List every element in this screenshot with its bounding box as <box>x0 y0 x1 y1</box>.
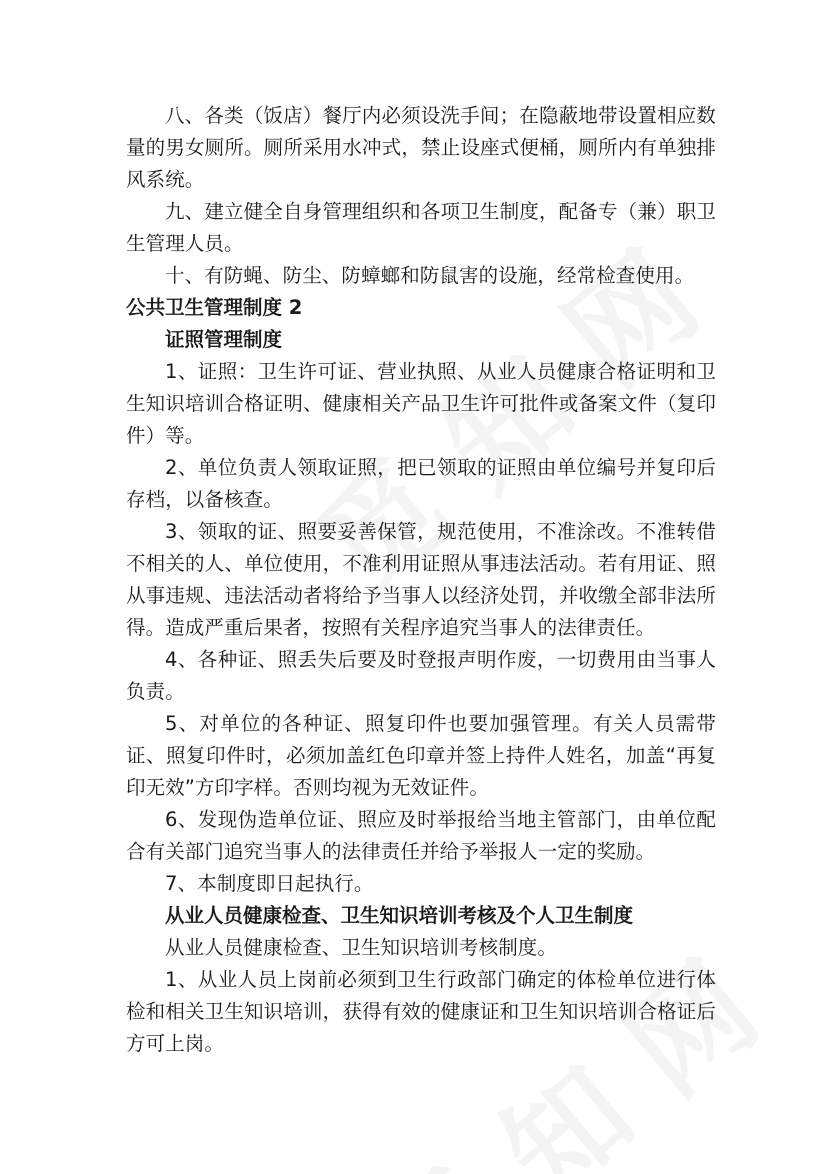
paragraph: 九、建立健全自身管理组织和各项卫生制度，配备专（兼）职卫生管理人员。 <box>126 200 716 255</box>
list-item: 3、领取的证、照要妥善保管，规范使用，不准涂改。不准转借不相关的人、单位使用，不准利用证照从事违法活动。若有用证、照从事违规、违法活动者将给予当事人以经济处罚，并收缴全部非法所得。造成严重后果者，按照有关程序追究当事人的法律责任。 <box>126 520 716 639</box>
section-title: 公共卫生管理制度 2 <box>126 296 303 319</box>
paragraph: 八、各类（饭店）餐厅内必须设洗手间；在隐蔽地带设置相应数量的男女厕所。厕所采用水冲式，禁止设座式便桶，厕所内有单独排风系统。 <box>126 104 716 191</box>
list-item: 5、对单位的各种证、照复印件也要加强管理。有关人员需带证、照复印件时，必须加盖红色印章并签上持件人姓名，加盖“再复印无效”方印字样。否则均视为无效证件。 <box>126 712 716 799</box>
subsection-title: 证照管理制度 <box>165 328 283 351</box>
list-item: 2、单位负责人领取证照，把已领取的证照由单位编号并复印后存档，以备核查。 <box>126 456 716 511</box>
subsection-title: 从业人员健康检查、卫生知识培训考核及个人卫生制度 <box>165 904 634 927</box>
paragraph: 从业人员健康检查、卫生知识培训考核制度。 <box>165 936 558 959</box>
paragraph: 十、有防蝇、防尘、防蟑螂和防鼠害的设施，经常检查使用。 <box>165 264 695 287</box>
list-item: 7、本制度即日起执行。 <box>165 872 374 895</box>
list-item: 4、各种证、照丢失后要及时登报声明作废，一切费用由当事人负责。 <box>126 648 716 703</box>
document-body <box>126 100 716 1060</box>
list-item: 1、证照：卫生许可证、营业执照、从业人员健康合格证明和卫生知识培训合格证明、健康相关产品卫生许可批件或备案文件（复印件）等。 <box>126 360 716 447</box>
list-item: 6、发现伪造单位证、照应及时举报给当地主管部门，由单位配合有关部门追究当事人的法律责任并给予举报人一定的奖励。 <box>126 808 716 863</box>
list-item: 1、从业人员上岗前必须到卫生行政部门确定的体检单位进行体检和相关卫生知识培训，获得有效的健康证和卫生知识培训合格证后方可上岗。 <box>126 968 716 1055</box>
